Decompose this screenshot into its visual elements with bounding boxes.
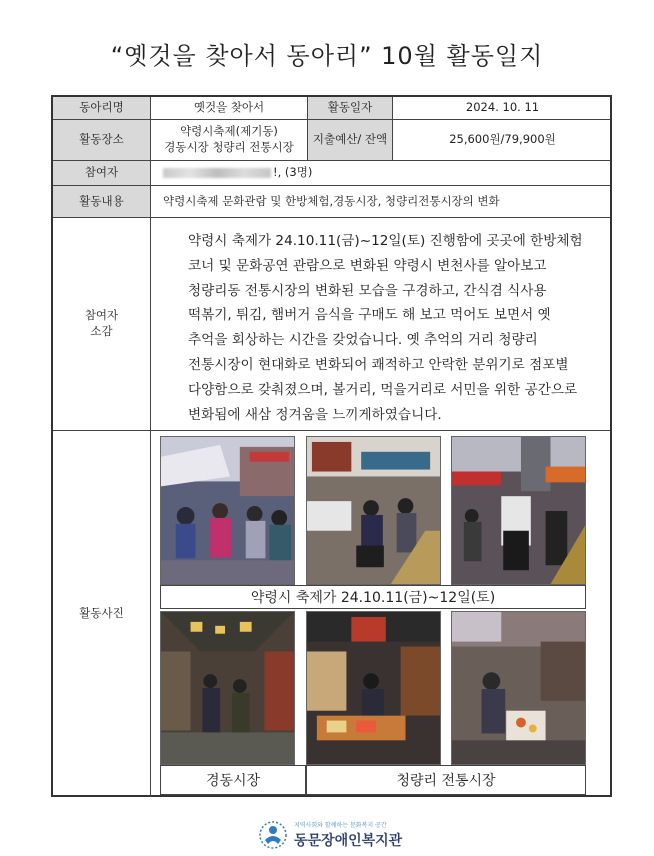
gyeongdong-caption: 경동시장 [160, 765, 306, 795]
label-date: 활동일자 [308, 97, 392, 119]
participants-value [151, 161, 612, 185]
festival-photo-3 [451, 436, 586, 585]
label-photos: 활동사진 [79, 606, 124, 621]
festival-photo-2 [306, 436, 441, 585]
welfare-center-logo-icon [258, 820, 288, 850]
place-line-2: 경동시장 청량리 전통시장 [164, 140, 294, 154]
label-content: 활동내용 [53, 186, 150, 217]
cheongnyangni-caption: 청량리 전통시장 [306, 765, 586, 795]
reflection-line: 변화됨에 새삼 정겨움을 느끼게하였습니다. [188, 406, 442, 423]
festival-photo-1 [160, 436, 295, 585]
footer-tagline: 지역사회와 함께하는 문화복지 공간 [294, 822, 387, 829]
reflection-line: 떡볶기, 튀김, 햄버거 음식을 구매도 해 보고 먹어도 보면서 옛 [188, 307, 551, 324]
redacted-names [163, 168, 271, 178]
activity-log-table [51, 95, 612, 797]
label-budget: 지출예산/ 잔액 [308, 120, 392, 160]
reflection-line: 다양함으로 갖춰졌으며, 볼거리, 먹을거리로 서민을 위한 공간으로 [188, 381, 578, 398]
label-place: 활동장소 [53, 120, 150, 160]
participants-suffix: !, (3명) [273, 165, 313, 180]
budget-value: 25,600원/79,900원 [449, 132, 556, 147]
activity-date: 2024. 10. 11 [465, 100, 540, 115]
reflection-line: 약령시 축제가 24.10.11(금)~12일(토) 진행함에 곳곳에 한방체험 [188, 233, 583, 249]
cheongnyangni-photo-1 [306, 611, 441, 765]
gyeongdong-photo [160, 611, 295, 765]
place-line-1: 약령시축제(제기동) [180, 124, 278, 139]
label-reflection: 참여자 소감 [84, 308, 119, 338]
reflection-line: 전통시장이 현대화로 변화되어 쾌적하고 안락한 분위기로 점포별 [188, 356, 569, 373]
activity-place [151, 120, 307, 160]
reflection-line: 청량리동 전통시장의 변화된 모습을 구경하고, 간식겸 식사용 [188, 282, 547, 299]
activity-content: 약령시축제 문화관람 및 한방체험,경동시장, 청량리전통시장의 변화 [163, 193, 500, 208]
footer [258, 818, 458, 854]
page-title: “옛것을 찾아서 동아리” 10월 활동일지 [110, 42, 544, 70]
footer-org-name: 동문장애인복지관 [294, 833, 403, 849]
label-club: 동아리명 [53, 97, 150, 119]
reflection-line: 추억을 회상하는 시간을 갖었습니다. 옛 추억의 거리 청량리 [188, 332, 538, 349]
cheongnyangni-photo-2 [451, 611, 586, 765]
festival-caption: 약령시 축제가 24.10.11(금)~12일(토) [160, 585, 586, 609]
reflection-line: 코너 및 문화공연 관람으로 변화된 약령시 변천사를 알아보고 [188, 257, 547, 274]
label-participants: 참여자 [53, 161, 150, 185]
reflection-text [152, 219, 612, 429]
club-name: 옛것을 찾아서 [193, 100, 265, 115]
